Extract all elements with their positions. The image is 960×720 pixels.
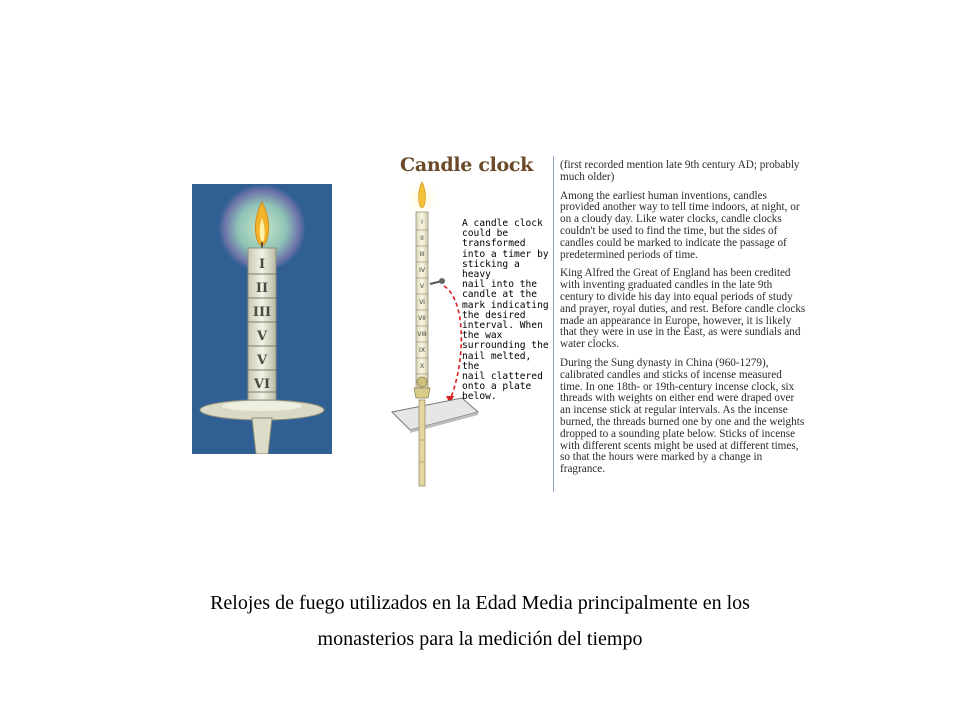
illustration-numeral: V — [256, 329, 268, 344]
slide-caption — [140, 585, 820, 657]
candle-holder-stem — [252, 418, 272, 454]
hour-mark-label: IX — [419, 347, 425, 354]
hour-mark-label: III — [419, 251, 425, 258]
candle-holder — [414, 388, 430, 398]
drop-arrow — [444, 286, 461, 400]
illustration-numeral: II — [255, 281, 269, 296]
hour-mark-label: VIII — [417, 331, 427, 338]
caption-line-2: monasterios para la medición del tiempo — [317, 628, 643, 650]
hour-mark-label: VI — [419, 299, 425, 306]
hour-mark-label: X — [419, 363, 425, 370]
hour-mark-label: I — [421, 219, 423, 226]
article-paragraph: Among the earliest human inventions, candles provided another way to tell time indoors, at night, or on a cloudy day. Like water clocks, candle clocks couldn't be used to find the time, but the sides of candles could be marked to indicate the passage of predetermined periods of time. — [560, 189, 800, 261]
illustration-numeral: V — [256, 353, 268, 368]
hour-mark-label: IV — [419, 267, 425, 274]
article-paragraph: During the Sung dynasty in China (960-1279), calibrated candles and sticks of incense measured time. In one 18th- or 19th-century incense clock, six threads with weights on either end were draped over an incense stick at regular intervals. As the incense burned, the threads burned one by one and the weights dropped to a sounding plate below. Sticks of incense with different scents might be used at different times, so that the hours were marked by a change in fragrance. — [560, 356, 805, 476]
hour-mark-label: VII — [418, 315, 426, 322]
figure-caption: A candle clock could be transformed into a timer by sticking a heavy nail into the candle at the mark indicating the desired interval. When the wax surrounding the nail melted, the nail clattered onto a plate below. — [462, 218, 549, 403]
candle-illustration — [192, 184, 332, 454]
article-text — [560, 160, 806, 483]
article-paragraph: (first recorded mention late 9th century AD; probably much older) — [560, 159, 800, 183]
illustration-numeral: III — [252, 305, 272, 320]
column-divider — [553, 156, 554, 492]
stand-rod — [419, 400, 425, 486]
hour-mark-label: V — [419, 283, 425, 290]
figure-title: Candle clock — [400, 154, 534, 176]
hour-mark-label: II — [420, 235, 424, 242]
caption-line-1: Relojes de fuego utilizados en la Edad Media principalmente en los — [210, 592, 750, 614]
illustration-numeral: I — [258, 257, 266, 272]
article-paragraph: King Alfred the Great of England has been credited with inventing graduated candles in the late 9th century to divide his day into equal periods of study and prayer, royal duties, and rest. Before candle clocks made an appearance in Europe, however, it is likely that they were in use in the East, as were sundials and water clocks. — [560, 267, 806, 351]
illustration-numeral: VI — [253, 377, 271, 392]
